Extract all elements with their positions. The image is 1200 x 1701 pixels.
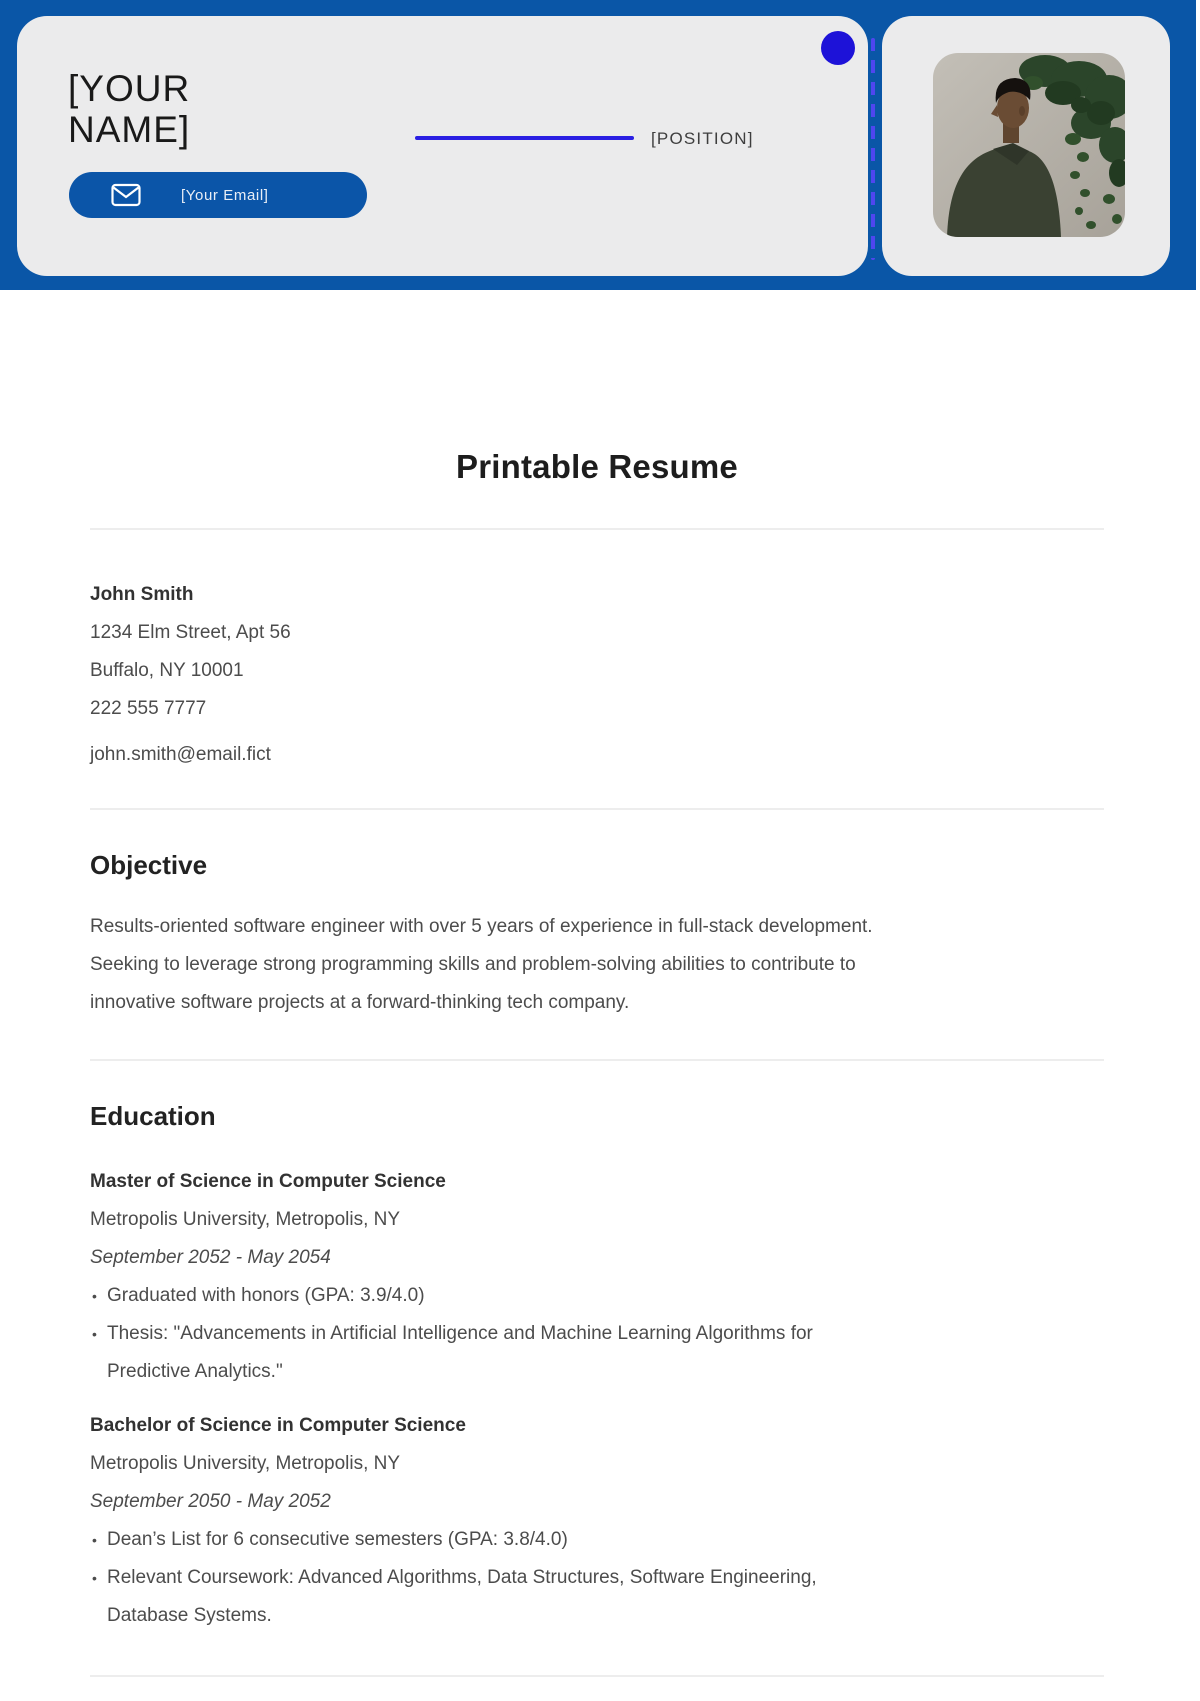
bullet-line: • Graduated with honors (GPA: 3.9/4.0) (107, 1285, 425, 1306)
email-button-label: [Your Email] (181, 186, 269, 204)
bullet-line: • Dean’s List for 6 consecutive semesters (GPA: 3.8/4.0) (107, 1529, 568, 1550)
bullet-line: Predictive Analytics." (107, 1361, 283, 1382)
banner-left-card (17, 16, 868, 276)
education-section (90, 1099, 1104, 1635)
page-title: Printable Resume (456, 448, 738, 485)
objective-line: Seeking to leverage strong programming skills and problem-solving abilities to contribute to (90, 954, 856, 975)
section-divider (90, 528, 1104, 530)
profile-photo (933, 53, 1125, 237)
section-divider (90, 808, 1104, 810)
education-entry (90, 1163, 1104, 1391)
bullet-item (90, 1315, 1104, 1391)
accent-dot (821, 31, 855, 65)
section-divider (90, 1675, 1104, 1677)
contact-block (90, 576, 1104, 774)
section-divider (90, 1059, 1104, 1061)
bullet-item (90, 1521, 1104, 1559)
education-entry (90, 1407, 1104, 1635)
education-heading: Education (90, 1101, 216, 1131)
position-underline (415, 136, 634, 140)
bullet-list (90, 1277, 1104, 1391)
degree-title: Master of Science in Computer Science (90, 1171, 446, 1192)
profile-banner (0, 0, 1196, 290)
date-range: September 2050 - May 2052 (90, 1491, 331, 1512)
position-label: [POSITION] (651, 129, 754, 148)
objective-section (90, 848, 1104, 1022)
objective-text (90, 908, 1104, 1022)
dashed-divider (871, 38, 875, 260)
school-name: Metropolis University, Metropolis, NY (90, 1209, 401, 1230)
profile-name-line1: [YOUR (68, 68, 191, 109)
profile-name-line2: NAME] (68, 109, 191, 150)
bullet-line: • Thesis: "Advancements in Artificial Intelligence and Machine Learning Algorithms for (107, 1323, 813, 1344)
bullet-item (90, 1277, 1104, 1315)
resume-document (0, 446, 1200, 1677)
bullet-list (90, 1521, 1104, 1635)
objective-line: Results-oriented software engineer with over 5 years of experience in full-stack development. (90, 916, 873, 937)
bullet-item (90, 1559, 1104, 1635)
degree-title: Bachelor of Science in Computer Science (90, 1415, 466, 1436)
contact-name: John Smith (90, 584, 194, 605)
contact-email: john.smith@email.fict (90, 744, 271, 765)
banner-photo-card (882, 16, 1170, 276)
profile-name (68, 68, 190, 150)
profile-photo-illustration (933, 53, 1125, 237)
email-button[interactable] (69, 172, 367, 218)
bullet-line: • Relevant Coursework: Advanced Algorithms, Data Structures, Software Engineering, (107, 1567, 817, 1588)
date-range: September 2052 - May 2054 (90, 1247, 331, 1268)
contact-phone: 222 555 7777 (90, 698, 207, 719)
school-name: Metropolis University, Metropolis, NY (90, 1453, 401, 1474)
bullet-line: Database Systems. (107, 1605, 272, 1626)
objective-line: innovative software projects at a forward-thinking tech company. (90, 992, 630, 1013)
contact-address-line2: Buffalo, NY 10001 (90, 660, 244, 681)
contact-address-line1: 1234 Elm Street, Apt 56 (90, 622, 291, 643)
objective-heading: Objective (90, 850, 208, 880)
envelope-icon (111, 183, 141, 207)
